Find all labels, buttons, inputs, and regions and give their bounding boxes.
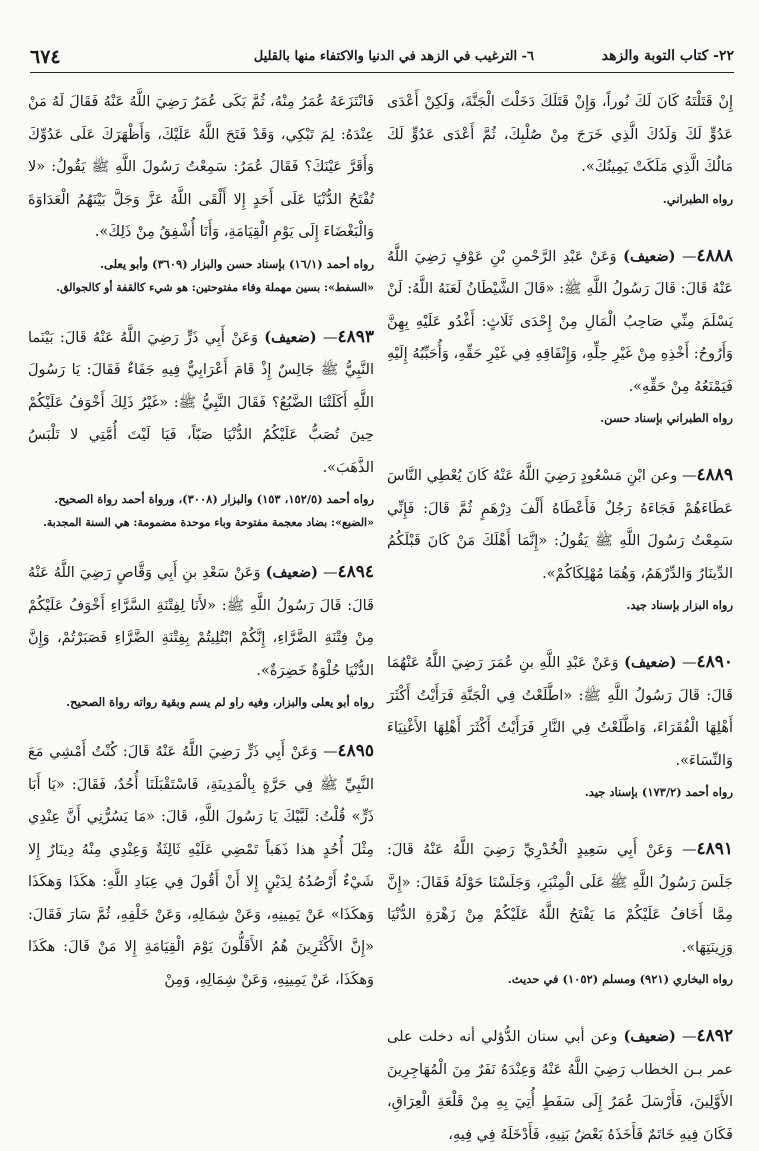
hadith-text: وَعَنْ عَبْدِ اللَّهِ بنِ عُمَرَ رَضِيَ اللَّهُ عَنْهُمَا قَالَ: قَالَ رَسُولُ اللَّهِ ﷺ: «اطَّلَعْتُ فِي الْجَنَّةِ فَرَأَيْتُ أَكْثَرَ أَهْلِهَا الْفُقَرَاءَ، وَاطَّلَعْتُ فِي النَّارِ فَرَأَيْتُ أَكْثَرَ أَهْلِهَا الأَغْنِيَاءَ وَالنِّسَاءَ». <box>387 655 733 769</box>
hadith-grade: (ضعيف) <box>623 1028 676 1045</box>
hadith-text: وَعَنْ عَبْدِ الرَّحْمنِ بْنِ عَوْفٍ رَضِيَ اللَّهُ عَنْهُ قَالَ: قَالَ رَسُولُ اللَّهِ ﷺ: «قَالَ الشَّيْطَانُ لَعَنَهُ اللَّهُ: لَنْ يَسْلَمَ مِنِّي صَاحِبُ الْمَالِ مِنْ إِحْدَى ثَلَاثٍ: أَغْدُو عَلَيْهِ بِهِنَّ وَأَرُوحُ: أَخْذِهِ مِنْ غَيْرِ حِلِّهِ، وَإِنْفَاقِهِ فِي غَيْرِ حَقِّهِ، وَأُحَبِّبُهُ إِلَيْهِ فَيَمْنَعُهُ مِنْ حَقِّهِ». <box>387 248 733 395</box>
hadith-4888: ٤٨٨٨— (ضعيف) وَعَنْ عَبْدِ الرَّحْمنِ بْنِ عَوْفٍ رَضِيَ اللَّهُ عَنْهُ قَالَ: قَالَ رَسُولُ اللَّهِ ﷺ: «قَالَ الشَّيْطَانُ لَعَنَهُ اللَّهُ: لَنْ يَسْلَمَ مِنِّي صَاحِبُ الْمَالِ مِنْ إِحْدَى ثَلَاثٍ: أَغْدُو عَلَيْهِ بِهِنَّ وَأَرُوحُ: أَخْذِهِ مِنْ غَيْرِ حِلِّهِ، وَإِنْفَاقِهِ فِي غَيْرِ حَقِّهِ، وَأُحَبِّبُهُ إِلَيْهِ فَيَمْنَعُهُ مِنْ حَقِّهِ». رواه الطبراني بإسناد حسن. <box>387 240 733 430</box>
hadith-number: ٤٨٩١ <box>696 839 733 859</box>
hadith-4893: ٤٨٩٣— (ضعيف) وَعَنْ أَبِي ذَرٍّ رَضِيَ اللَّهُ عَنْهُ قَالَ: بَيْنَما النَّبِيُّ ﷺ جَالِسٌ إِذْ قَامَ أَعْرَابِيٌّ فِيهِ جَفَاءٌ فَقَالَ: يَا رَسُولَ اللَّهِ أَكَلَتْنَا الضَّبُعُ؟ فَقَالَ النَّبِيُّ ﷺ: «غَيْرُ ذَلِكَ أَخْوَفُ عَلَيْكُمْ حِينَ تُصَبُّ عَلَيْكُمُ الدُّنْيَا صَبّاً، فَيَا لَيْتَ أُمَّتِي لا تَلْبَسُ الذَّهَبَ». رواه أحمد (١٥٢/٥، ١٥٣) والبزار (٣٠٠٨)، ورواة أحمد رواة الصحيح. «الضبع»: بضاد معجمة مفتوحة وباء موحدة مضمومة: هي السنة المجدبة. <box>28 321 374 535</box>
hadith-4892: ٤٨٩٢— (ضعيف) وعن أبي سنان الدُّؤلي أنه دخلت على عمر بـن الخطاب رَضِيَ اللَّهُ عَنْهُ وَعِنْدَهُ نَفَرٌ مِنَ الْمُهَاجِرِينَ الأَوَّلِينَ، فَأَرْسَلَ عُمَرُ إِلَى سَفَطٍ أُتِيَ بِهِ مِنْ قَلْعَةِ الْعِرَاقِ، فَكَانَ فِيهِ خَاتَمٌ فَأَخَذَهُ بَعْضُ بَنِيهِ، فَأَدْخَلَهُ فِي فِيهِ، <box>387 1026 733 1143</box>
hadith-source: رواه البزار بإسناد جيد. <box>626 598 733 612</box>
hadith-4891: ٤٨٩١— وَعَنْ أَبِي سَعِيدٍ الْخُدْرِيِّ رَضِيَ اللَّهُ عَنْهُ قَالَ: جَلَسَ رَسُولُ اللَّهِ ﷺ عَلَى الْمِنْبَرِ، وَجَلَسْنَا حَوْلَهُ فَقَالَ: «إِنَّ مِمَّا أَخَافُ عَلَيْكُمْ مَا يَفْتَحُ اللَّهُ عَلَيْكُمْ مِنْ زَهْرَةِ الدُّنْيَا وَزِينَتِهَا». رواه البخاري (٩٢١) ومسلم (١٠٥٢) في حديث. <box>387 833 733 990</box>
hadith-4892-continuation <box>28 86 374 299</box>
left-column <box>28 86 374 996</box>
hadith-number: ٤٨٩٣ <box>337 326 374 347</box>
hadith-number: ٤٨٩٥ <box>337 741 375 761</box>
hadith-source: رواه الطبراني بإسناد حسن. <box>600 411 733 425</box>
chapter-title: ٢٢- كتاب التوبة والزهد <box>601 48 734 64</box>
page-header <box>30 46 734 73</box>
hadith-source: رواه أبو يعلى والبزار، وفيه راو لم يسم وبقية رواته رواة الصحيح. <box>66 695 374 709</box>
right-column <box>387 86 733 1151</box>
page-number: ٦٧٤ <box>30 46 61 68</box>
hadith-grade: (ضعيف) <box>624 654 677 671</box>
hadith-source: رواه الطبراني. <box>662 191 733 206</box>
hadith-number: ٤٨٩٠ <box>696 652 734 672</box>
hadith-source: رواه البخاري (٩٢١) ومسلم (١٠٥٢) في حديث. <box>507 972 733 986</box>
hadith-footnote: «الضبع»: بضاد معجمة مفتوحة وباء موحدة مضمومة: هي السنة المجدبة. <box>43 516 374 529</box>
hadith-number: ٤٨٨٨ <box>696 245 734 266</box>
hadith-grade: (ضعيف) <box>265 564 318 581</box>
hadith-source: رواه أحمد (١٧٣/٢) بإسناد جيد. <box>584 785 733 799</box>
hadith-number: ٤٨٨٩ <box>696 465 733 485</box>
hadith-source: رواه أحمد (١٦/١) بإسناد حسن والبزار (٣٦٠٩) وأبو يعلى. <box>100 256 374 271</box>
hadith-4894: ٤٨٩٤— (ضعيف) وَعَنْ سَعْدِ بنِ أَبِي وَقَّاصٍ رَضِيَ اللَّهُ عَنْهُ قَالَ: قَالَ رَسُولُ اللَّهِ ﷺ: «لأَنَا لِفِتْنَةِ السَّرَّاءِ أَخْوَفُ عَلَيْكُمْ مِنْ فِتْنَةِ الضَّرَّاءِ، إِنَّكُمْ ابْتُلِيتُمْ بِفِتْنَةِ الضَّرَّاءِ فَصَبَرْتُمْ، وَإِنَّ الدُّنْيَا حُلْوَةٌ خَضِرَةٌ». رواه أبو يعلى والبزار، وفيه راو لم يسم وبقية رواته رواة الصحيح. <box>28 556 374 713</box>
hadith-text: فَانْتَزَعَهُ عُمَرُ مِنْهُ، ثُمَّ بَكَى عُمَرُ رَضِيَ اللَّهُ عَنْهُ فَقَالَ لَهُ مَنْ عِنْدَهُ: لِمَ تَبْكِي، وَقَدْ فَتَحَ اللَّهُ عَلَيْكَ، وَأَظْهَرَكَ عَلَى عَدُوِّكَ وَأَقَرَّ عَيْنَكَ؟ فَقَالَ عُمَرُ: سَمِعْتُ رَسُولَ اللَّهِ ﷺ يَقُولُ: «لا تُفْتَحُ الدُّنْيَا عَلَى أَحَدٍ إِلا أَلْقَى اللَّهُ عَزَّ وَجَلَّ بَيْنَهُمُ الْعَدَاوَةَ وَالْبَغْضَاءَ إِلَى يَوْمِ الْقِيَامَةِ، وَأَنَا أُشْفِقُ مِنْ ذَلِكَ». <box>28 94 374 240</box>
hadith-grade: (ضعيف) <box>264 328 317 346</box>
hadith-number: ٤٨٩٢ <box>696 1026 733 1046</box>
hadith-source: رواه أحمد (١٥٢/٥، ١٥٣) والبزار (٣٠٠٨)، ورواة أحمد رواة الصحيح. <box>54 492 374 506</box>
hadith-text: وَعَنْ أَبِي ذَرٍّ رَضِيَ اللَّهُ عَنْهُ قَالَ: كُنْتُ أَمْشِي مَعَ النَّبِيِّ ﷺ فِي حَرَّةٍ بِالْمَدِينَةِ، فَاسْتَقْبَلَنَا أُحُدٌ، فَقَالَ: «يَا أَبَا ذَرٍّ» قُلْتُ: لَبَّيْكَ يَا رَسُولَ اللَّهِ، قَالَ: «مَا يَسُرُّنِي أَنَّ عِنْدِي مِثْلَ أُحُدٍ هذا ذَهَباً تَمْضِي عَلَيْهِ ثَالِثَةٌ وَعِنْدِي مِنْهُ دِينَارٌ إِلا شَيْءٌ أَرْصُدُهُ لِدَيْنٍ إِلا أَنْ أَقُولَ فِي عِبَادِ اللَّهِ: هكَذَا وَهكَذَا وَهكَذَا» عَنْ يَمِينِهِ، وَعَنْ شِمَالِهِ، وَعَنْ خَلْفِهِ، ثُمَّ سَارَ فَقَالَ: «إِنَّ الأَكْثَرِينَ هُمُ الأَقَلُّونَ يَوْمَ الْقِيَامَةِ إِلا مَنْ قَالَ: هكَذَا وَهكَذَا، عَنْ يَمِينِهِ، وَعَنْ شِمَالِهِ، وَمِنْ <box>28 744 374 988</box>
hadith-number: ٤٨٩٤ <box>337 562 375 582</box>
hadith-text: وعن أبي سنان الدُّؤلي أنه دخلت على عمر بـن الخطاب رَضِيَ اللَّهُ عَنْهُ وَعِنْدَهُ نَفَرٌ مِنَ الْمُهَاجِرِينَ الأَوَّلِينَ، فَأَرْسَلَ عُمَرُ إِلَى سَفَطٍ أُتِيَ بِهِ مِنْ قَلْعَةِ الْعِرَاقِ، فَكَانَ فِيهِ خَاتَمٌ فَأَخَذَهُ بَعْضُ بَنِيهِ، فَأَدْخَلَهُ فِي فِيهِ، <box>387 1029 733 1143</box>
hadith-4889: ٤٨٨٩— وعن ابْنِ مَسْعُودٍ رَضِيَ اللَّهُ عَنْهُ كَانَ يُعْطِي النَّاسَ عَطَاءَهُمْ فَجَاءَهُ رَجُلٌ فَأَعْطَاهُ أَلْفَ دِرْهَمٍ ثُمَّ قَالَ: فَإِنِّي سَمِعْتُ رَسُولَ اللَّهِ ﷺ يَقُولُ: «إِنَّمَا أَهْلَكَ مَنْ كَانَ قَبْلَكُمُ الدِّينَارُ وَالدِّرْهَمُ، وَهُمَا مُهْلِكَاكُمْ». رواه البزار بإسناد جيد. <box>387 459 733 616</box>
section-title: ٦- الترغيب في الزهد في الدنيا والاكتفاء منها بالقليل <box>253 49 534 64</box>
hadith-text: وعن ابْنِ مَسْعُودٍ رَضِيَ اللَّهُ عَنْهُ كَانَ يُعْطِي النَّاسَ عَطَاءَهُمْ فَجَاءَهُ رَجُلٌ فَأَعْطَاهُ أَلْفَ دِرْهَمٍ ثُمَّ قَالَ: فَإِنِّي سَمِعْتُ رَسُولَ اللَّهِ ﷺ يَقُولُ: «إِنَّمَا أَهْلَكَ مَنْ كَانَ قَبْلَكُمُ الدِّينَارُ وَالدِّرْهَمُ، وَهُمَا مُهْلِكَاكُمْ». <box>387 468 733 582</box>
hadith-4890: ٤٨٩٠— (ضعيف) وَعَنْ عَبْدِ اللَّهِ بنِ عُمَرَ رَضِيَ اللَّهُ عَنْهُمَا قَالَ: قَالَ رَسُولُ اللَّهِ ﷺ: «اطَّلَعْتُ فِي الْجَنَّةِ فَرَأَيْتُ أَكْثَرَ أَهْلِهَا الْفُقَرَاءَ، وَاطَّلَعْتُ فِي النَّارِ فَرَأَيْتُ أَكْثَرَ أَهْلِهَا الأَغْنِيَاءَ وَالنِّسَاءَ». رواه أحمد (١٧٣/٢) بإسناد جيد. <box>387 646 733 803</box>
hadith-text: وَعَنْ أَبِي ذَرٍّ رَضِيَ اللَّهُ عَنْهُ قَالَ: بَيْنَما النَّبِيُّ ﷺ جَالِسٌ إِذْ قَامَ أَعْرَابِيٌّ فِيهِ جَفَاءٌ فَقَالَ: يَا رَسُولَ اللَّهِ أَكَلَتْنَا الضَّبُعُ؟ فَقَالَ النَّبِيُّ ﷺ: «غَيْرُ ذَلِكَ أَخْوَفُ عَلَيْكُمْ حِينَ تُصَبُّ عَلَيْكُمُ الدُّنْيَا صَبّاً، فَيَا لَيْتَ أُمَّتِي لا تَلْبَسُ الذَّهَبَ». <box>28 329 374 476</box>
hadith-text: وَعَنْ سَعْدِ بنِ أَبِي وَقَّاصٍ رَضِيَ اللَّهُ عَنْهُ قَالَ: قَالَ رَسُولُ اللَّهِ ﷺ: «لأَنَا لِفِتْنَةِ السَّرَّاءِ أَخْوَفُ عَلَيْكُمْ مِنْ فِتْنَةِ الضَّرَّاءِ، إِنَّكُمْ ابْتُلِيتُمْ بِفِتْنَةِ الضَّرَّاءِ فَصَبَرْتُمْ، وَإِنَّ الدُّنْيَا حُلْوَةٌ خَضِرَةٌ». <box>28 565 374 679</box>
hadith-footnote: «السفط»: بسين مهملة وفاء مفتوحتين: هو شيء كالقفة أو كالجوالق. <box>56 280 374 294</box>
hadith-continuation <box>387 86 733 210</box>
hadith-text: إِنْ قَتَلْتَهُ كَانَ لَكَ نُوراً، وَإِنْ قَتَلَكَ دَخَلْتَ الْجَنَّةَ، وَلَكِنْ أَعْدَى عَدُوٍّ لَكَ وَلَدُكَ الَّذِي خَرَجَ مِنْ صُلْبِكَ، ثُمَّ أَعْدَى عَدُوٍّ لَكَ مَالُكَ الَّذِي مَلَكَتْ يَمِينُكَ». <box>387 94 733 175</box>
hadith-grade: (ضعيف) <box>623 247 676 265</box>
hadith-4895: ٤٨٩٥— وَعَنْ أَبِي ذَرٍّ رَضِيَ اللَّهُ عَنْهُ قَالَ: كُنْتُ أَمْشِي مَعَ النَّبِيِّ ﷺ فِي حَرَّةٍ بِالْمَدِينَةِ، فَاسْتَقْبَلَنَا أُحُدٌ، فَقَالَ: «يَا أَبَا ذَرٍّ» قُلْتُ: لَبَّيْكَ يَا رَسُولَ اللَّهِ، قَالَ: «مَا يَسُرُّنِي أَنَّ عِنْدِي مِثْلَ أُحُدٍ هذا ذَهَباً تَمْضِي عَلَيْهِ ثَالِثَةٌ وَعِنْدِي مِنْهُ دِينَارٌ إِلا شَيْءٌ أَرْصُدُهُ لِدَيْنٍ إِلا أَنْ أَقُولَ فِي عِبَادِ اللَّهِ: هكَذَا وَهكَذَا وَهكَذَا» عَنْ يَمِينِهِ، وَعَنْ شِمَالِهِ، وَعَنْ خَلْفِهِ، ثُمَّ سَارَ فَقَالَ: «إِنَّ الأَكْثَرِينَ هُمُ الأَقَلُّونَ يَوْمَ الْقِيَامَةِ إِلا مَنْ قَالَ: هكَذَا وَهكَذَا، عَنْ يَمِينِهِ، وَعَنْ شِمَالِهِ، وَمِنْ <box>28 741 375 988</box>
hadith-text: وَعَنْ أَبِي سَعِيدٍ الْخُدْرِيِّ رَضِيَ اللَّهُ عَنْهُ قَالَ: جَلَسَ رَسُولُ اللَّهِ ﷺ عَلَى الْمِنْبَرِ، وَجَلَسْنَا حَوْلَهُ فَقَالَ: «إِنَّ مِمَّا أَخَافُ عَلَيْكُمْ مَا يَفْتَحُ اللَّهُ عَلَيْكُمْ مِنْ زَهْرَةِ الدُّنْيَا وَزِينَتِهَا». <box>387 842 733 956</box>
